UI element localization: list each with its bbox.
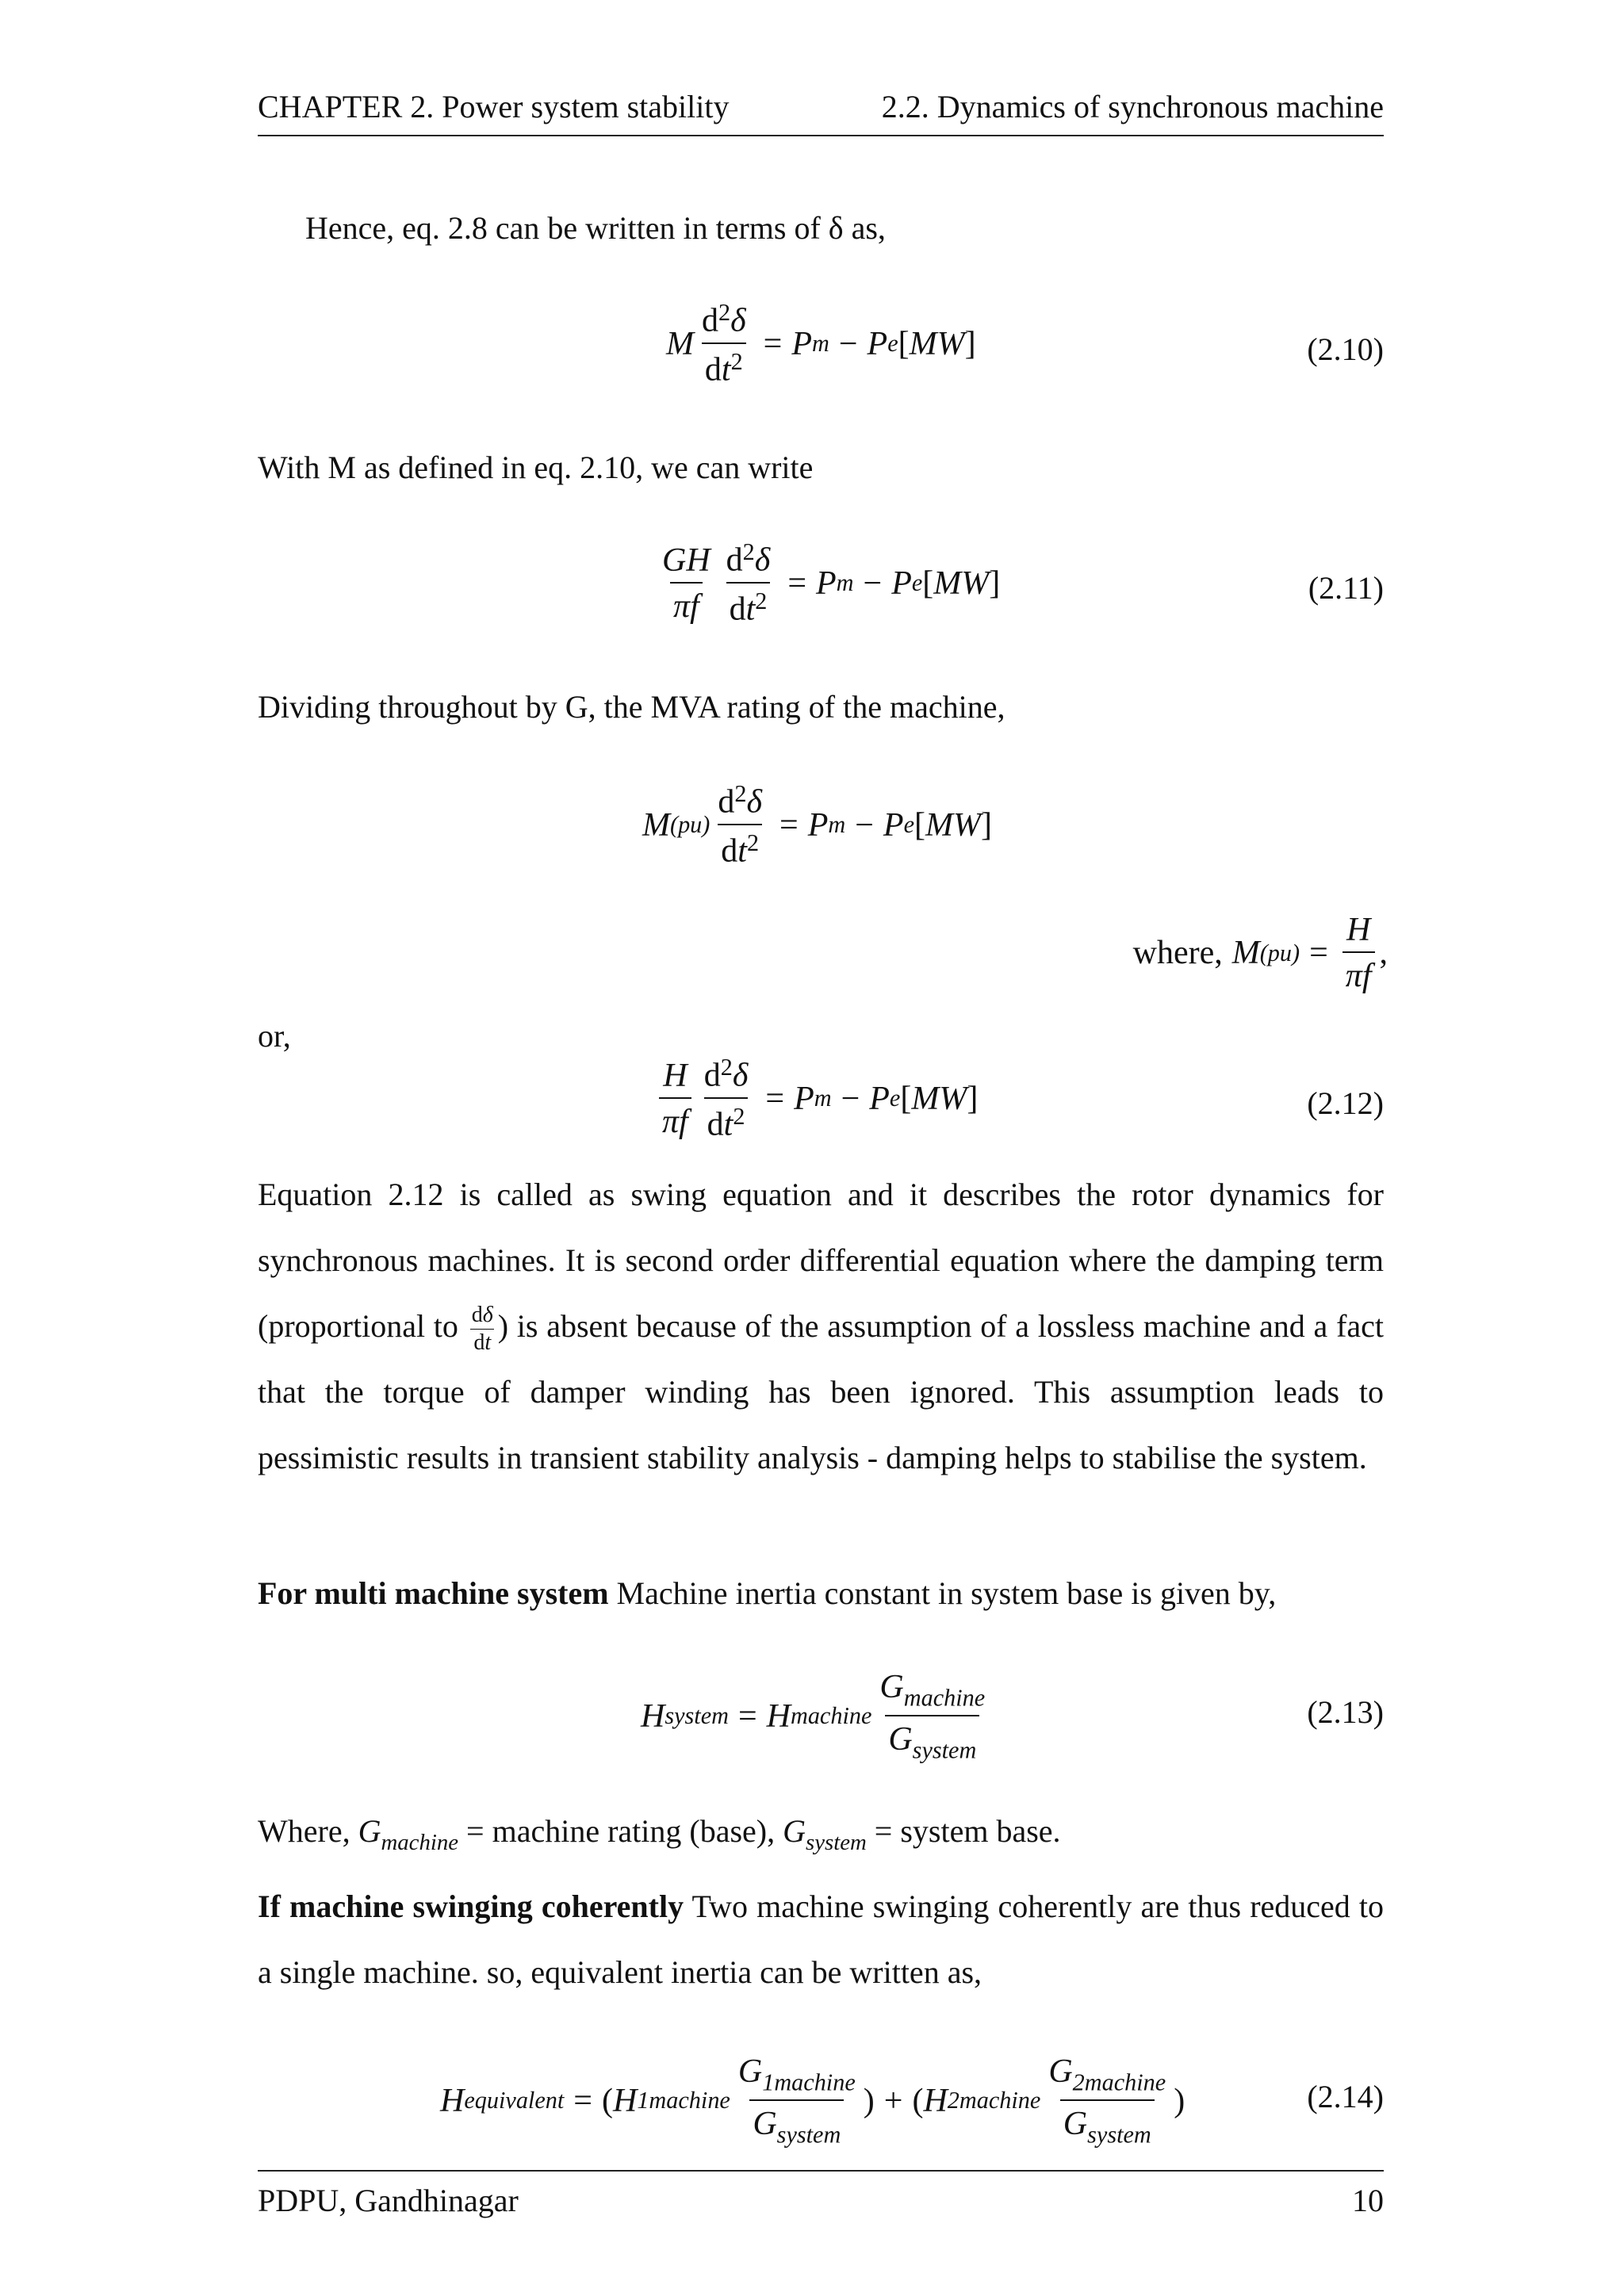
equation-2-14: H equivalent = ( H 1machine $\frac{G_{1machine}}{G_{system}}$ ) + ( H 2machine $\frac{G_{2machine}}{G_{system}}$ ) [440,2053,1185,2149]
where-prefix: Where, [258,1813,350,1849]
equation-number-2-14: (2.14) [1307,2079,1384,2114]
footer-institution: PDPU, Gandhinagar [258,2183,519,2218]
swing-equation-paragraph [258,1161,1384,1490]
coherent-paragraph [258,1873,1384,2005]
swing-text-part-2: ) is absent because of the assumption of a lossless machine and a fact that the torque of damper winding has been ignored. This assumption leads to pessimistic results in transient stability analysis - damping helps to stabilise the system. [258,1308,1385,1475]
running-header-section: 2.2. Dynamics of synchronous machine [881,89,1384,124]
where-label: where, [1132,935,1223,972]
equation-number-2-12: (2.12) [1307,1085,1384,1121]
swing-text-part-1: Equation 2.12 is called as swing equation and it describes the rotor dynamics for synchronous machines. It is second order differential equation where the damping term (proportional to [258,1177,1384,1344]
equation-number-2-13: (2.13) [1307,1694,1384,1730]
multi-machine-heading: For multi machine system [258,1575,609,1611]
dividing-line: Dividing throughout by G, the MVA rating of the machine, [258,689,1005,725]
equation-2-13: H system = H machine $\frac{G_{machine}}{G_{system}}$ [641,1669,986,1764]
multi-machine-line [258,1575,1277,1611]
equation-2-12: $\frac{H}{\pi f}$ $\frac{d^2\delta}{dt^2}$ = P m − P e [ MW ] [654,1054,978,1143]
page-number: 10 [1352,2183,1384,2218]
coherent-heading: If machine swinging coherently [258,1888,684,1924]
equation-number-2-10: (2.10) [1307,331,1384,367]
system-base-def: = system base. [866,1813,1061,1849]
equation-mpu: M (pu) $\frac{d^2\delta}{dt^2}$ = P m − P e [ MW ] [642,780,992,870]
with-m-line: With M as defined in eq. 2.10, we can write [258,450,814,485]
machine-rating-def: = machine rating (base), [458,1813,783,1849]
running-header-chapter: CHAPTER 2. Power system stability [258,89,730,124]
multi-machine-text: Machine inertia constant in system base is given by, [608,1575,1277,1611]
footer-rule [258,2170,1384,2172]
equation-2-11: $\frac{GH}{\pi f}$ $\frac{d^2\delta}{dt^2}$ = P m − P e [ MW ] [662,538,1001,628]
coherent-text: Two machine swinging coherently are thus reduced to a single machine. so, equivalent inertia can be written as, [258,1888,1385,1990]
intro-line: Hence, eq. 2.8 can be written in terms of δ as, [305,210,886,246]
header-rule [258,135,1384,136]
mpu-definition: where, M (pu) = $\frac{H}{\pi f}$ , [1132,912,1388,995]
d-delta-dt-fraction: $\frac{d\delta}{dt}$ [471,1302,493,1356]
equation-2-10: M $\frac{d^2\delta}{dt^2}$ = P m − P e [ MW ] [666,299,976,388]
equation-number-2-11: (2.11) [1308,570,1384,606]
or-label: or, [258,1018,291,1054]
where-definitions: Where, $G_{machine}$ = machine rating (base), $G_{system}$ = system base. [258,1813,1061,1856]
